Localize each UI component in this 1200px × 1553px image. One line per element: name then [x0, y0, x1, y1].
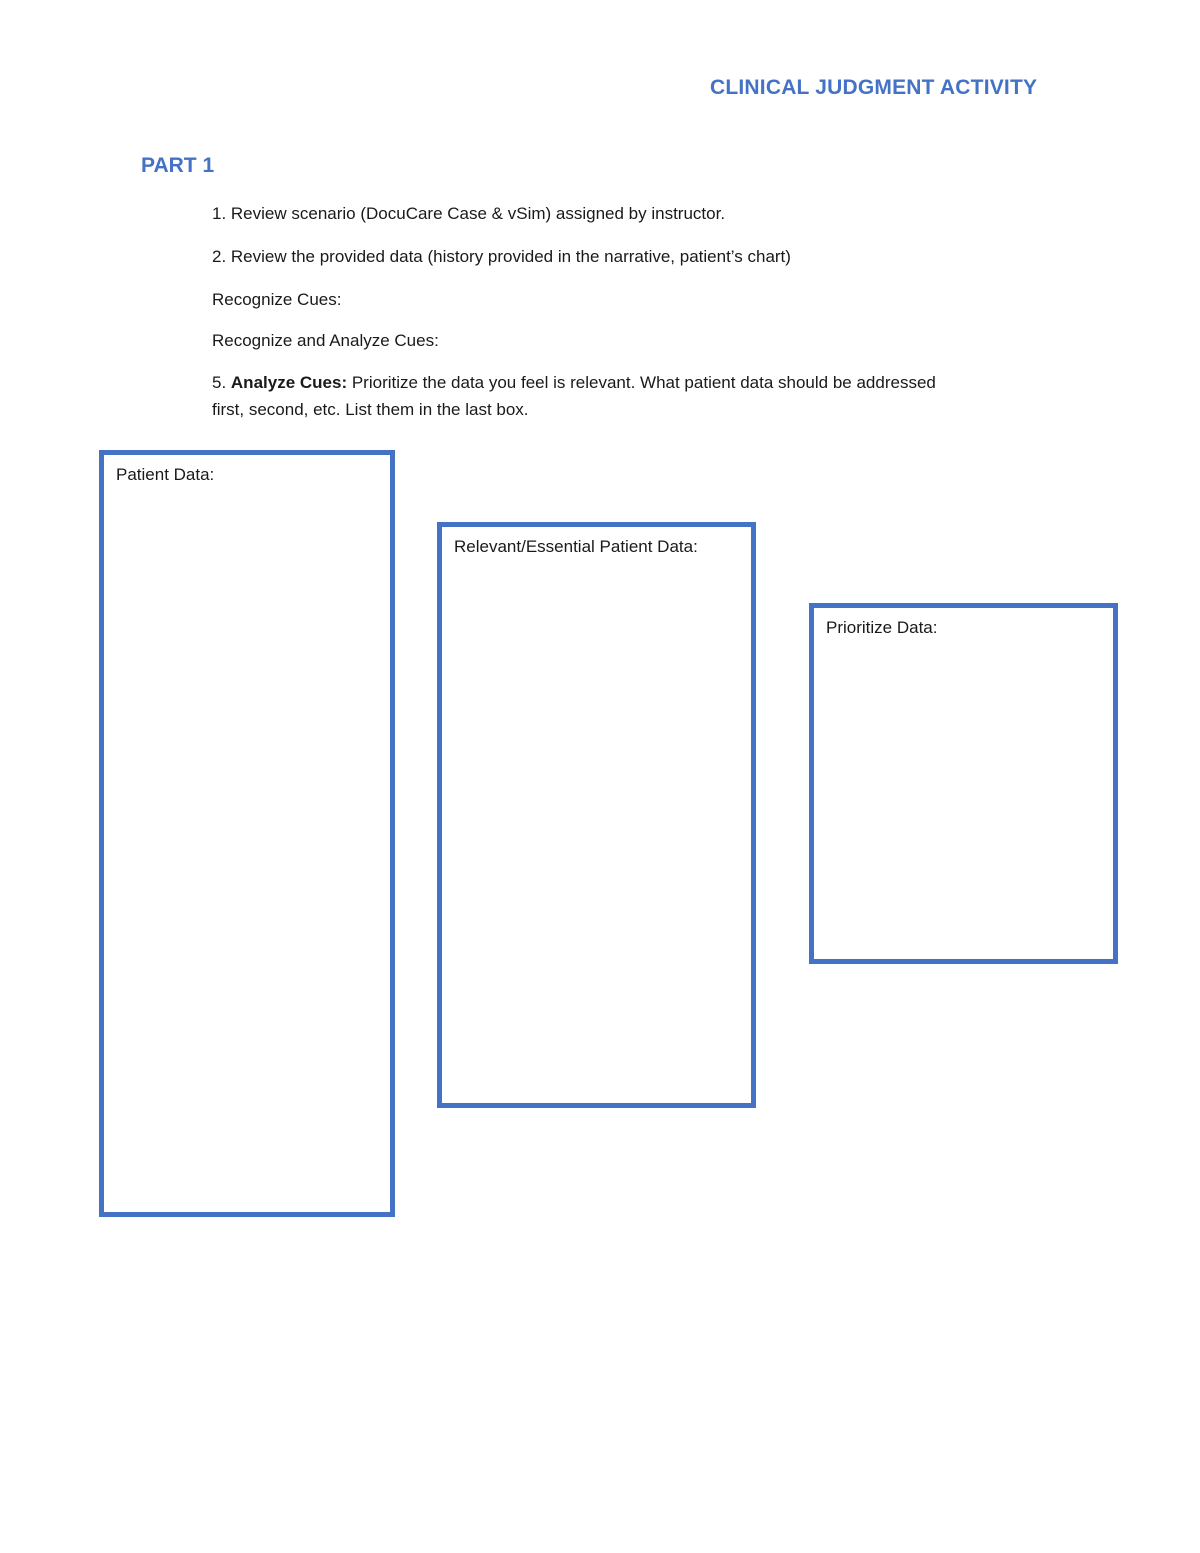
instruction-recognize-analyze-cues: Recognize and Analyze Cues:	[212, 331, 439, 350]
prioritize-data-box[interactable]	[809, 603, 1118, 964]
relevant-patient-data-box[interactable]	[437, 522, 756, 1108]
instruction-item-5-continued: first, second, etc. List them in the last box.	[212, 400, 529, 419]
part-title: PART 1	[141, 154, 215, 177]
instruction-item-5-heading: Analyze Cues:	[230, 373, 348, 392]
patient-data-box[interactable]	[99, 450, 395, 1217]
document-title: CLINICAL JUDGMENT ACTIVITY	[710, 76, 1038, 99]
relevant-patient-data-label: Relevant/Essential Patient Data:	[454, 537, 698, 556]
patient-data-label: Patient Data:	[116, 465, 215, 484]
instruction-item-1: 1. Review scenario (DocuCare Case & vSim) assigned by instructor.	[212, 204, 726, 223]
instruction-item-2: 2. Review the provided data (history provided in the narrative, patient’s chart)	[212, 247, 791, 266]
instruction-item-5	[212, 373, 936, 393]
instruction-item-5-number: 5.	[212, 373, 231, 392]
prioritize-data-label: Prioritize Data:	[826, 618, 938, 637]
instruction-item-5-text: Prioritize the data you feel is relevant. What patient data should be addressed	[347, 373, 936, 392]
instruction-recognize-cues: Recognize Cues:	[212, 290, 342, 309]
